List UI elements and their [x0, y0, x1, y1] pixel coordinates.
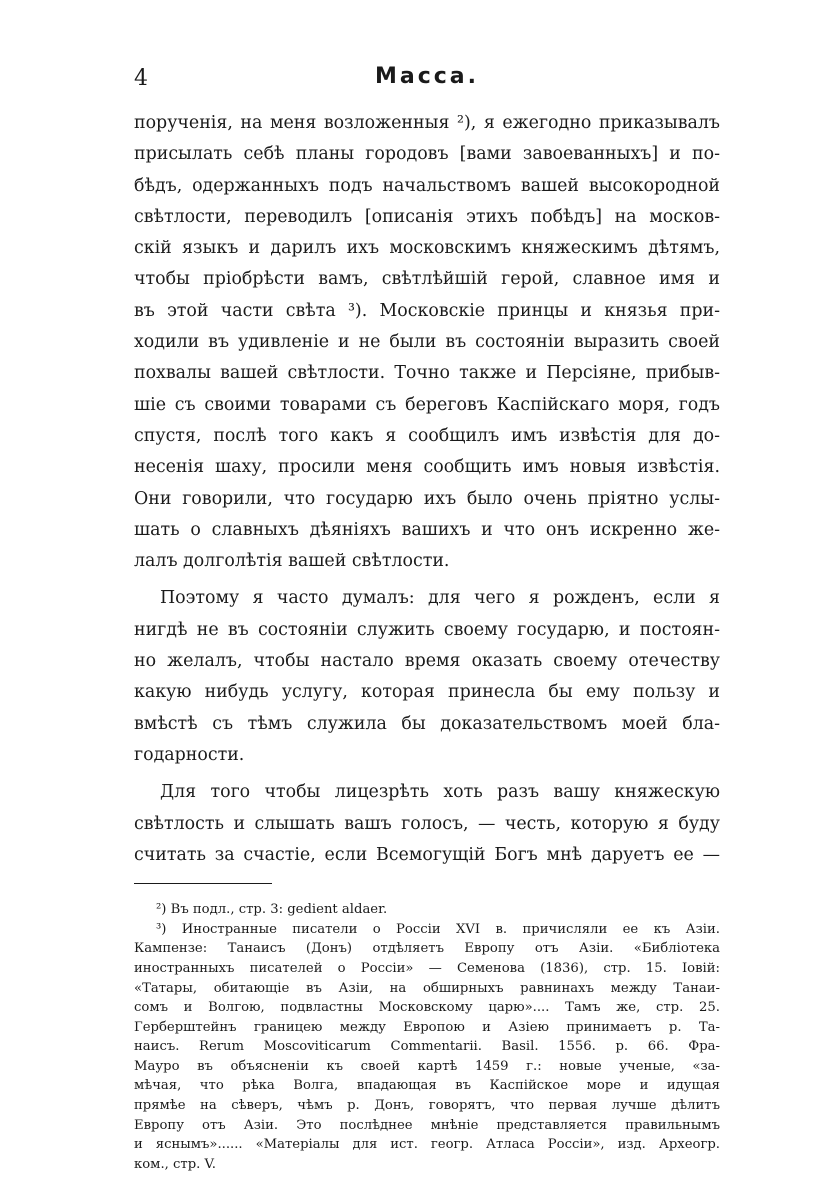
text-line: свѣтлости, переводилъ [описанія этихъ побѣдъ] на москов- — [134, 206, 720, 227]
text-line: Они говорили, что государю ихъ было очень пріятно услы- — [134, 488, 720, 509]
footnote-line: и яснымъ»...... «Матеріалы для ист. геогр. Атласа Россіи», изд. Археогр. — [134, 1137, 720, 1153]
footnote-divider — [134, 883, 272, 884]
text-line: бѣдъ, одержанныхъ подъ начальствомъ вашей высокородной — [134, 175, 720, 196]
text-line: ходили въ удивленіе и не были въ состояніи выразить своей — [134, 332, 720, 353]
running-title: Масса. — [374, 64, 480, 89]
footnote-line: Европу отъ Азіи. Это послѣднее мнѣніе представляется правильнымъ — [134, 1117, 720, 1133]
text-line: присылать себѣ планы городовъ [вами завоеванныхъ] и по- — [134, 144, 720, 165]
text-line: скій языкъ и дарилъ ихъ московскимъ княжескимъ дѣтямъ, — [134, 238, 720, 259]
footnote-line: иностранныхъ писателей о Россіи» — Семенова (1836), стр. 15. Іовій: — [134, 960, 720, 976]
text-line: Для того чтобы лицезрѣть хоть разъ вашу княжескую — [160, 782, 720, 803]
footnote-line: ком., стр. V. — [134, 1156, 216, 1172]
text-line: нигдѣ не въ состояніи служить своему государю, и постоян- — [134, 619, 720, 640]
text-line: спустя, послѣ того какъ я сообщилъ имъ извѣстія для до- — [134, 425, 720, 446]
text-line: но желалъ, чтобы настало время оказать своему отечеству — [134, 651, 720, 672]
text-line: вмѣстѣ съ тѣмъ служила бы доказательствомъ моей бла- — [134, 713, 720, 734]
text-line: Поэтому я часто думалъ: для чего я рожденъ, если я — [160, 588, 720, 609]
main-text — [134, 108, 720, 871]
text-line: какую нибудь услугу, которая принесла бы ему пользу и — [134, 682, 720, 703]
text-line: похвалы вашей свѣтлости. Точно также и Персіяне, прибыв- — [134, 363, 720, 384]
text-line: порученія, на меня возложенныя ²), я ежегодно приказывалъ — [134, 113, 720, 133]
footnote-line: прямѣе на сѣверъ, чѣмъ р. Донъ, говорятъ, что первая лучше дѣлитъ — [134, 1098, 720, 1114]
footnotes — [134, 900, 720, 1174]
footnote-line: мѣчая, что рѣка Волга, впадающая въ Каспійское море и идущая — [134, 1078, 720, 1094]
footnote-line: Герберштейнъ границею между Европою и Азіею принимаетъ р. Та- — [134, 1019, 720, 1035]
text-line: въ этой части свѣта ³). Московскіе принцы и князья при- — [134, 300, 720, 321]
footnote-line: «Татары, обитающіе въ Азіи, на обширныхъ равнинахъ между Танаи- — [134, 980, 720, 996]
book-page — [134, 62, 720, 1174]
text-line: лалъ долголѣтія вашей свѣтлости. — [134, 551, 450, 572]
text-line: чтобы пріобрѣсти вамъ, свѣтлѣйшій герой, славное имя и — [134, 269, 720, 290]
text-line: шіе съ своими товарами съ береговъ Каспійскаго моря, годъ — [134, 394, 720, 415]
footnote-line: Мауро въ объясненіи къ своей картѣ 1459 г.: новые ученые, «за- — [134, 1058, 720, 1074]
footnote-line: Кампензе: Танаисъ (Донъ) отдѣляетъ Европу отъ Азіи. «Библіотека — [134, 941, 720, 957]
footnote-line: наисъ. Rerum Moscoviticarum Commentarii. Basil. 1556. p. 66. Фра- — [134, 1039, 720, 1055]
text-line: считать за счастіе, если Всемогущій Богъ мнѣ даруетъ ее — — [134, 844, 720, 865]
text-line: шать о славныхъ дѣяніяхъ вашихъ и что онъ искренно же- — [134, 519, 720, 540]
page-number: 4 — [134, 66, 148, 91]
footnote-line: ²) Въ подл., стр. 3: gedient aldaer. — [156, 902, 388, 918]
footnote-line: ³) Иностранные писатели о Россіи XVI в. причисляли ее къ Азіи. — [156, 921, 720, 937]
text-line: несенія шаху, просили меня сообщить имъ новыя извѣстія. — [134, 457, 720, 478]
page-header — [134, 62, 720, 98]
footnote-line: сомъ и Волгою, подвластны Московскому царю».... Тамъ же, стр. 25. — [134, 1000, 720, 1016]
text-line: свѣтлость и слышать вашъ голосъ, — честь, которую я буду — [134, 813, 720, 834]
text-line: годарности. — [134, 744, 245, 765]
